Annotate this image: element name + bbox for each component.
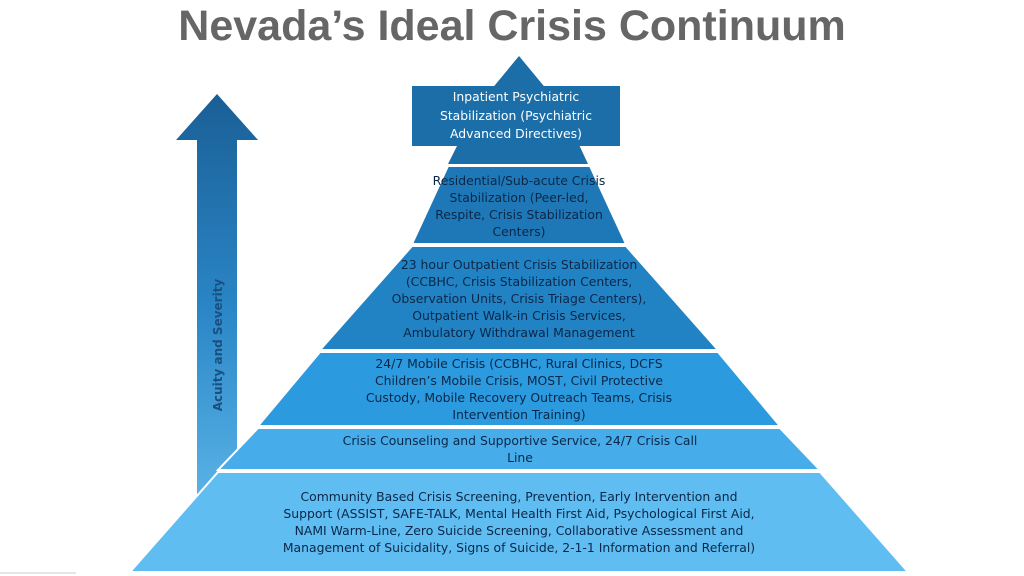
tier-5-label: Crisis Counseling and Supportive Service, 24/7 Crisis Call Line (342, 433, 698, 465)
tier-6-label: Community Based Crisis Screening, Prevention, Early Intervention and Support (ASSIST, SAFE-TALK, Mental Health First Aid, Psychological First Aid, NAMI Warm-Line, Zero Suicide Screening, Collaborative Assessment and Management of Suicidality, Signs of Suicide, 2-1-1 Information and Referral) (282, 489, 756, 555)
tier-1-label: Inpatient Psychiatric Stabilization (Psychiatric Advanced Directives) (439, 89, 593, 142)
tier-2-label: Residential/Sub-acute Crisis Stabilization (Peer-led, Respite, Crisis Stabilization Centers) (432, 173, 606, 239)
tier-4-label: 24/7 Mobile Crisis (CCBHC, Rural Clinics, DCFS Children’s Mobile Crisis, MOST, Civil Protective Custody, Mobile Recovery Outreach Teams, Crisis Intervention Training) (365, 356, 673, 422)
axis-label: Acuity and Severity (211, 278, 225, 412)
tier-3-label: 23 hour Outpatient Crisis Stabilization (CCBHC, Crisis Stabilization Centers, Observation Units, Crisis Triage Centers), Outpatient Walk-in Crisis Services, Ambulatory Withdrawal Management (391, 256, 647, 340)
page-title: Nevada’s Ideal Crisis Continuum (178, 2, 846, 50)
corner-divider (0, 572, 76, 574)
